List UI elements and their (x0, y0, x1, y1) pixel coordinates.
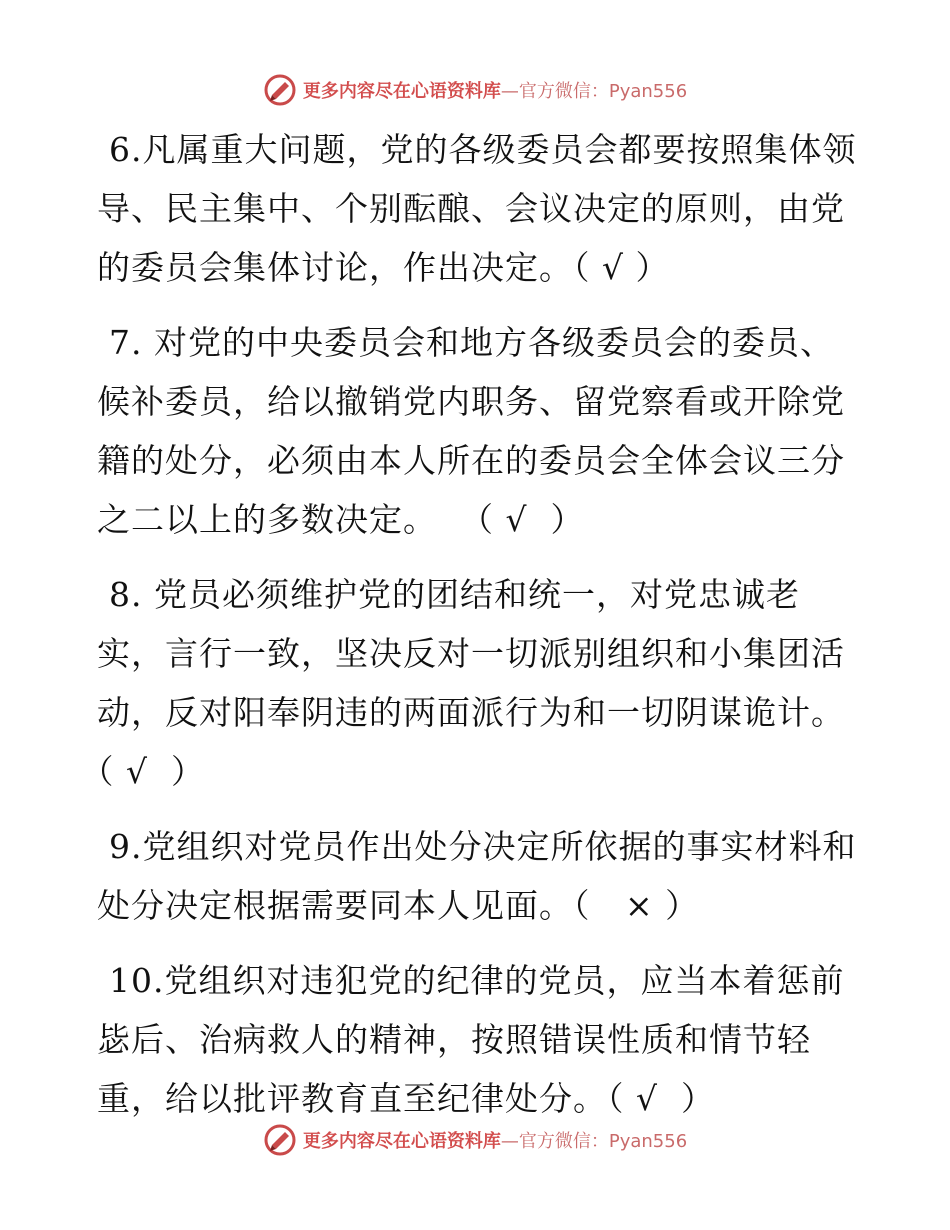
question-number: 10. (109, 961, 165, 1000)
watermark-text (303, 1127, 687, 1153)
answer-mark: （ √ ） (573, 248, 670, 287)
watermark-dash: — (500, 81, 519, 102)
question-number: 6. (109, 130, 143, 169)
question-number: 7. (109, 323, 154, 362)
question-9 (97, 817, 857, 935)
answer-mark: （ × ） (573, 886, 700, 925)
question-number: 8. (109, 575, 154, 614)
question-text: 党组织对违犯党的纪律的党员，应当本着惩前毖后、治病救人的精神，按照错误性质和情节轻重，给以批评教育直至纪律处分。 (97, 961, 845, 1118)
answer-mark: （ √ ） (607, 1079, 715, 1118)
answer-mark: （ √ ） (97, 752, 205, 791)
question-6 (97, 120, 857, 297)
question-text: 凡属重大问题，党的各级委员会都要按照集体领导、民主集中、个别酝酿、会议决定的原则，由党的委员会集体讨论，作出决定。 (97, 130, 857, 287)
question-number: 9. (109, 827, 143, 866)
watermark-text (303, 77, 687, 103)
question-10 (97, 951, 857, 1128)
footer-watermark (0, 1120, 950, 1160)
question-8 (97, 565, 857, 801)
question-7 (97, 313, 857, 549)
question-list (97, 120, 857, 1144)
watermark-site: 更多内容尽在心语资料库 (302, 1131, 501, 1152)
question-text: 党组织对党员作出处分决定所依据的事实材料和处分决定根据需要同本人见面。 (97, 827, 857, 925)
header-watermark (0, 70, 950, 110)
pen-logo-icon (263, 1123, 297, 1157)
watermark-wechat: 官方微信：Pyan556 (518, 1131, 688, 1152)
question-text: 党员必须维护党的团结和统一，对党忠诚老实，言行一致，坚决反对一切派别组织和小集团活动，反对阳奉阴违的两面派行为和一切阴谋诡计。 (97, 575, 845, 732)
watermark-site: 更多内容尽在心语资料库 (302, 81, 501, 102)
pen-logo-icon (263, 73, 297, 107)
watermark-dash: — (500, 1131, 519, 1152)
watermark-wechat: 官方微信：Pyan556 (518, 81, 688, 102)
answer-mark: （ √ ） (437, 500, 585, 539)
question-text: 对党的中央委员会和地方各级委员会的委员、候补委员，给以撤销党内职务、留党察看或开除党籍的处分，必须由本人所在的委员会全体会议三分之二以上的多数决定。 (97, 323, 845, 539)
